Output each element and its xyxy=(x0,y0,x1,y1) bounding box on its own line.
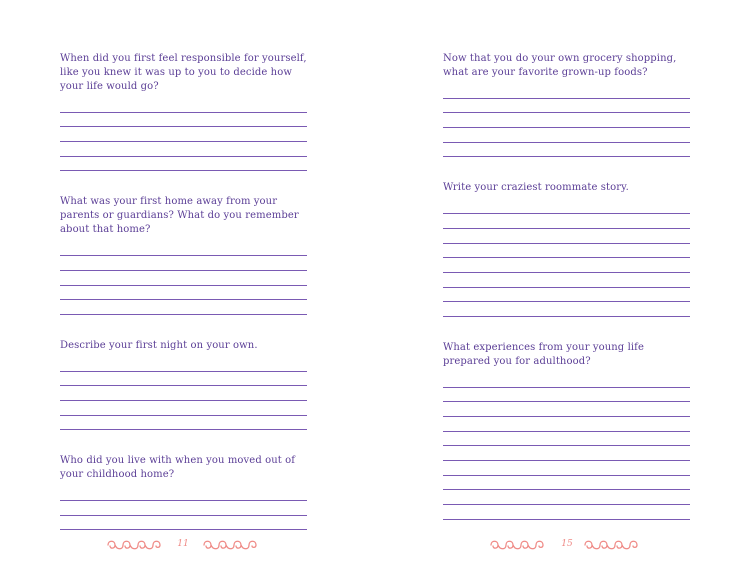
writing-line[interactable] xyxy=(443,244,690,259)
writing-lines xyxy=(443,199,690,317)
writing-line[interactable] xyxy=(443,199,690,214)
writing-line[interactable] xyxy=(443,446,690,461)
writing-line[interactable] xyxy=(443,258,690,273)
left-questions xyxy=(60,52,307,530)
writing-lines xyxy=(60,98,307,171)
writing-line[interactable] xyxy=(443,128,690,143)
right-questions xyxy=(443,52,690,520)
writing-lines xyxy=(443,373,690,520)
writing-line[interactable] xyxy=(443,505,690,520)
writing-line[interactable] xyxy=(60,372,307,387)
journal-prompt xyxy=(60,339,307,430)
writing-line[interactable] xyxy=(60,486,307,501)
writing-line[interactable] xyxy=(60,256,307,271)
prompt-text: Describe your first night on your own. xyxy=(60,339,258,351)
journal-prompt xyxy=(60,52,307,171)
writing-lines xyxy=(60,357,307,430)
page-number: 15 xyxy=(561,539,573,549)
writing-line[interactable] xyxy=(443,273,690,288)
journal-prompt xyxy=(60,454,307,530)
writing-lines xyxy=(60,486,307,530)
writing-line[interactable] xyxy=(443,84,690,99)
writing-line[interactable] xyxy=(443,432,690,447)
writing-line[interactable] xyxy=(60,516,307,531)
writing-line[interactable] xyxy=(60,286,307,301)
prompt-text: Now that you do your own grocery shopping, what are your favorite grown-up foods? xyxy=(443,53,677,78)
prompt-text: What was your first home away from your parents or guardians? What do you remember about that home? xyxy=(60,196,299,236)
right-footer xyxy=(375,537,750,557)
writing-line[interactable] xyxy=(60,113,307,128)
writing-line[interactable] xyxy=(60,98,307,113)
writing-line[interactable] xyxy=(443,388,690,403)
swirl-ornament-icon xyxy=(583,537,643,553)
left-footer xyxy=(0,537,375,557)
prompt-text: Who did you live with when you moved out of your childhood home? xyxy=(60,455,296,481)
writing-lines xyxy=(443,84,690,157)
writing-line[interactable] xyxy=(443,402,690,417)
writing-line[interactable] xyxy=(60,157,307,172)
writing-line[interactable] xyxy=(60,241,307,256)
writing-line[interactable] xyxy=(60,142,307,157)
writing-line[interactable] xyxy=(443,99,690,114)
journal-prompt xyxy=(60,195,307,314)
writing-line[interactable] xyxy=(443,229,690,244)
swirl-ornament-icon xyxy=(106,537,166,553)
journal-prompt xyxy=(443,181,690,317)
writing-line[interactable] xyxy=(443,302,690,317)
swirl-ornament-icon xyxy=(489,537,549,553)
writing-line[interactable] xyxy=(443,476,690,491)
writing-line[interactable] xyxy=(60,416,307,431)
writing-line[interactable] xyxy=(60,386,307,401)
prompt-text: When did you first feel responsible for yourself, like you knew it was up to you to decide how your life would go? xyxy=(60,53,307,92)
page-number: 11 xyxy=(177,539,189,549)
writing-line[interactable] xyxy=(60,401,307,416)
writing-line[interactable] xyxy=(443,143,690,158)
writing-line[interactable] xyxy=(443,461,690,476)
right-page xyxy=(375,0,750,580)
writing-line[interactable] xyxy=(60,300,307,315)
writing-line[interactable] xyxy=(443,214,690,229)
writing-line[interactable] xyxy=(60,357,307,372)
swirl-ornament-icon xyxy=(202,537,262,553)
journal-prompt xyxy=(443,52,690,157)
journal-prompt xyxy=(443,341,690,520)
writing-line[interactable] xyxy=(443,417,690,432)
writing-line[interactable] xyxy=(60,127,307,142)
writing-line[interactable] xyxy=(60,501,307,516)
writing-line[interactable] xyxy=(443,288,690,303)
writing-line[interactable] xyxy=(443,113,690,128)
prompt-text: Write your craziest roommate story. xyxy=(443,182,629,194)
prompt-text: What experiences from your young life prepared you for adulthood? xyxy=(443,341,644,367)
writing-line[interactable] xyxy=(60,271,307,286)
writing-line[interactable] xyxy=(443,490,690,505)
writing-line[interactable] xyxy=(443,373,690,388)
writing-lines xyxy=(60,241,307,314)
